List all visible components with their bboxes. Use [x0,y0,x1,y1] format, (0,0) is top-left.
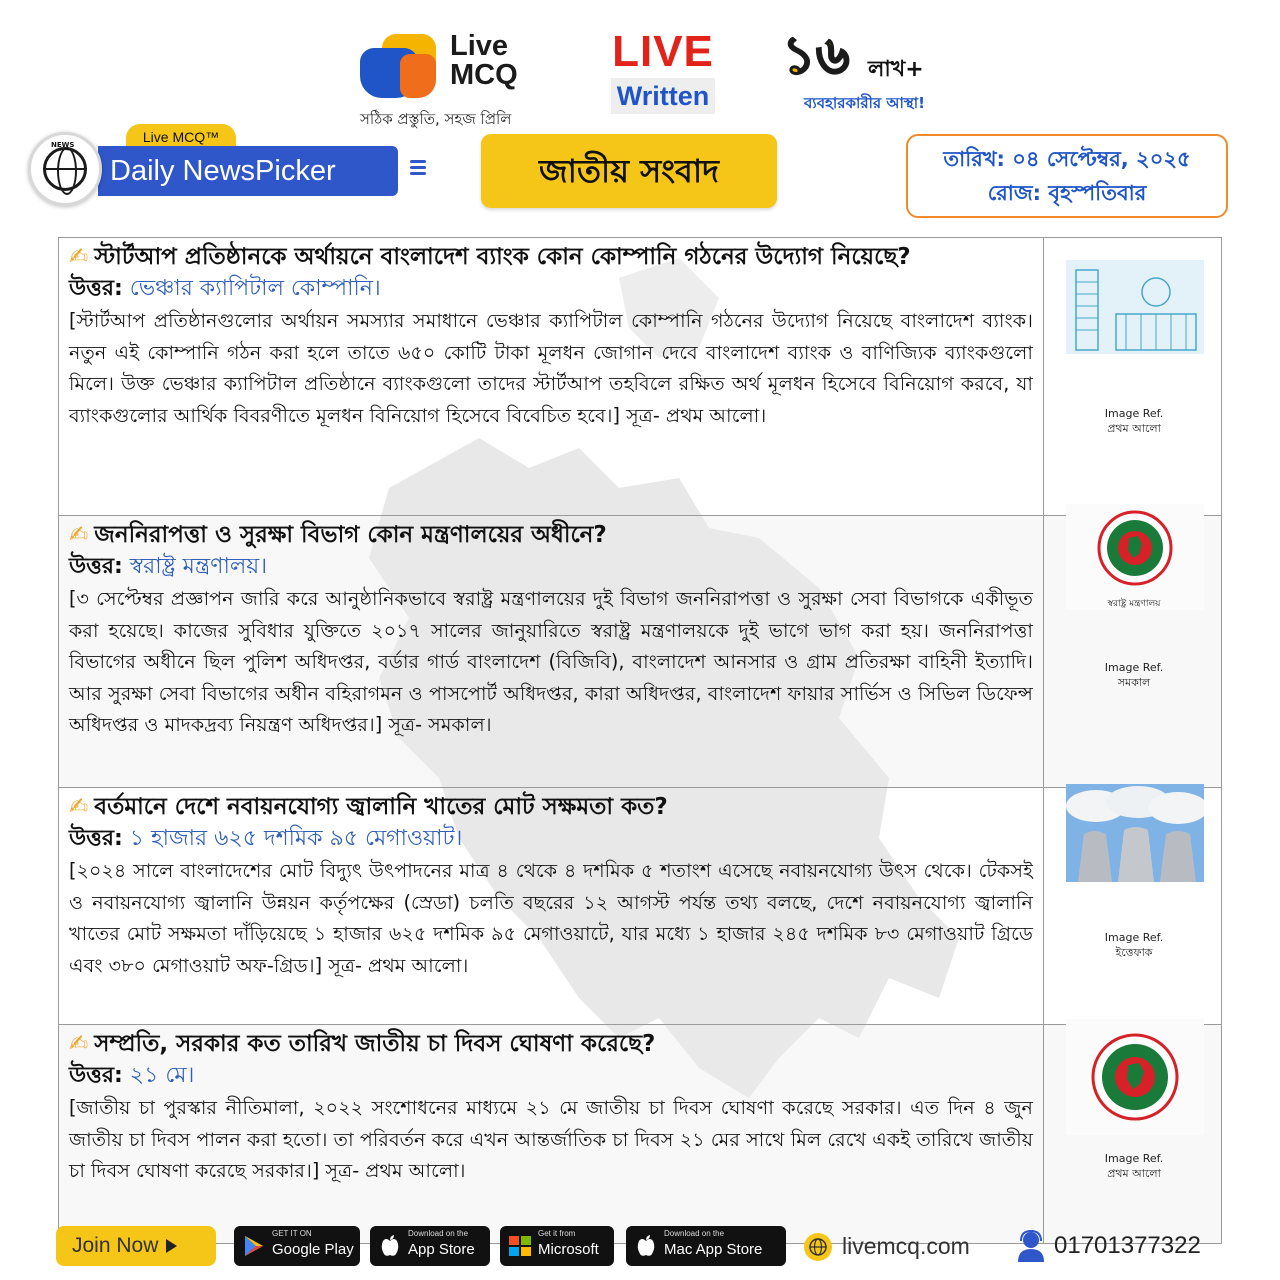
question-text: ✍ বর্তমানে দেশে নবায়নযোগ্য জ্বালানি খাতের মোট সক্ষমতা কত? [69,794,668,820]
image-ref-source: প্রথম আলো [1107,422,1161,435]
question-card-4 [59,1025,1222,1244]
daily-newspicker-logo [28,124,408,220]
livemcq-tagline: সঠিক প্রস্তুতি, সহজ প্রিলি [360,110,512,128]
answer-line: উত্তর: ভেঞ্চার ক্যাপিটাল কোম্পানি। [69,276,381,301]
written-label: Written [611,78,716,114]
livemcq-mark-icon [360,34,438,100]
question-card-1 [59,238,1222,516]
answer-value: স্বরাষ্ট্র মন্ত্রণালয়। [129,554,268,579]
newspicker-lines-icon [410,160,426,182]
newspicker-tab: Live MCQ™ [126,124,236,150]
writing-hand-icon: ✍ [69,244,89,270]
writing-hand-icon: ✍ [69,794,89,820]
image-ref-column [1043,516,1222,787]
writing-hand-icon: ✍ [69,1031,89,1057]
apple-icon [634,1235,658,1257]
question-text: ✍ স্টার্টআপ প্রতিষ্ঠানকে অর্থায়নে বাংলাদেশ ব্যাংক কোন কোম্পানি গঠনের উদ্যোগ নিয়েছে? [69,244,911,270]
app-store-badge[interactable]: Download on the App Store [370,1226,490,1266]
question-text: ✍ সম্প্রতি, সরকার কত তারিখ জাতীয় চা দিবস ঘোষণা করেছে? [69,1031,656,1057]
image-ref-column [1043,1025,1222,1244]
image-ref-label: Image Ref. ইত্তেফাক [1044,930,1222,960]
image-ref-source: প্রথম আলো [1107,1167,1161,1180]
section-title: জাতীয় সংবাদ [481,134,777,208]
explanation-text: [জাতীয় চা পুরস্কার নীতিমালা, ২০২২ সংশোধনের মাধ্যমে ২১ মে জাতীয় চা দিবস ঘোষণা করেছে সরকার। এত দিন ৪ জুন জাতীয় চা দিবস পালন করা হতো। তা পরিবর্তন করে এখন আন্তর্জাতিক চা দিবস ২১ মের সাথে মিল রেখে একই তারিখে জাতীয় চা দিবস ঘোষণা করেছে সরকার।] সূত্র- প্রথম আলো। [69,1096,1033,1182]
users-badge [782,28,982,123]
news-globe-icon: NEWS [28,132,102,206]
users-caption: ব্যবহারকারীর আস্থা! [804,94,926,112]
bangladesh-bank-building-icon [1066,260,1204,354]
phone-contact[interactable]: 01701377322 [1014,1226,1201,1266]
play-arrow-icon [166,1239,177,1253]
cooling-towers-photo [1066,784,1204,882]
mac-app-store-badge[interactable]: Download on the Mac App Store [626,1226,786,1266]
answer-line: উত্তর: ১ হাজার ৬২৫ দশমিক ৯৫ মেগাওয়াট। [69,826,463,851]
users-unit: লাখ+ [868,57,924,82]
answer-value: ১ হাজার ৬২৫ দশমিক ৯৫ মেগাওয়াট। [129,826,463,851]
google-play-icon [242,1235,266,1257]
image-ref-label: Image Ref. প্রথম আলো [1044,1151,1222,1181]
answer-line: উত্তর: ২১ মে। [69,1063,195,1088]
day-line: রোজ: বৃহস্পতিবার [987,181,1147,205]
image-ref-source: সমকাল [1117,676,1151,689]
answer-value: ভেঞ্চার ক্যাপিটাল কোম্পানি। [129,276,381,301]
live-written-logo[interactable] [608,27,718,120]
question-card-3 [59,788,1222,1025]
livemcq-wordmark: Live MCQ [450,30,518,91]
question-card-2 [59,516,1222,788]
join-now-button[interactable]: Join Now [56,1226,216,1266]
image-ref-label: Image Ref. প্রথম আলো [1044,406,1222,436]
explanation-text: [স্টার্টআপ প্রতিষ্ঠানগুলোর অর্থায়ন সমস্যার সমাধানে ভেঞ্চার ক্যাপিটাল কোম্পানি গঠনের উদ্যোগ নিয়েছে বাংলাদেশ ব্যাংক। নতুন এই কোম্পানি গঠন করা হলে তাতে ৬৫০ কোটি টাকা মূলধন জোগান দেবে বাংলাদেশ ব্যাংক ও বাণিজ্যিক ব্যাংকগুলো মিলে। উক্ত ভেঞ্চার ক্যাপিটাল প্রতিষ্ঠানে ব্যাংকগুলো তাদের স্টার্টআপ তহবিলে রক্ষিত অর্থ মূলধন হিসেবে বিনিয়োগ করবে, যা ব্যাংকগুলোর আর্থিক বিবরণীতে মূলধন বিনিয়োগ হিসেবে বিবেচিত হবে।] সূত্র- প্রথম আলো। [69,309,1033,427]
live-label: LIVE [612,27,714,76]
newspicker-title: Daily NewsPicker [98,146,398,196]
answer-value: ২১ মে। [129,1063,195,1088]
google-play-badge[interactable]: GET IT ON Google Play [234,1226,360,1266]
livemcq-logo[interactable] [360,32,560,127]
microsoft-badge[interactable]: Get it from Microsoft [500,1226,614,1266]
support-agent-icon [1016,1230,1046,1262]
image-ref-column [1043,788,1222,1024]
globe-icon [804,1233,832,1261]
users-count: ১৬ [782,26,850,86]
explanation-text: [৩ সেপ্টেম্বর প্রজ্ঞাপন জারি করে আনুষ্ঠানিকভাবে স্বরাষ্ট্র মন্ত্রণালয়ের দুই বিভাগ জননিরাপত্তা ও সুরক্ষা সেবা বিভাগকে একীভূত করা হয়েছে। কাজের সুবিধার যুক্তিতে ২০১৭ সালের জানুয়ারিতে স্বরাষ্ট্র মন্ত্রণালয়কে দুই ভাগে ভাগ করা হয়। জননিরাপত্তা বিভাগের অধীনে ছিল পুলিশ অধিদপ্তর, বর্ডার গার্ড বাংলাদেশ (বিজিবি), বাংলাদেশ আনসার ও গ্রাম প্রতিরক্ষা বাহিনী ইত্যাদি। আর সুরক্ষা সেবা বিভাগের অধীন বহিরাগমন ও পাসপোর্ট অধিদপ্তর, কারা অধিদপ্তর, বাংলাদেশ ফায়ার সার্ভিস ও সিভিল ডিফেন্স অধিদপ্তর ও মাদকদ্রব্য নিয়ন্ত্রণ অধিদপ্তর।] সূত্র- সমকাল। [69,587,1033,736]
image-ref-column [1043,238,1222,515]
government-seal-icon [1066,1019,1204,1135]
questions-panel [58,237,1222,1244]
answer-line: উত্তর: স্বরাষ্ট্র মন্ত্রণালয়। [69,554,268,579]
question-text: ✍ জননিরাপত্তা ও সুরক্ষা বিভাগ কোন মন্ত্রণালয়ের অধীনে? [69,522,607,548]
image-ref-source: ইত্তেফাক [1115,946,1153,959]
government-seal-icon [1066,504,1204,610]
microsoft-icon [508,1235,532,1257]
explanation-text: [২০২৪ সালে বাংলাদেশের মোট বিদ্যুৎ উৎপাদনের মাত্র ৪ থেকে ৪ দশমিক ৫ শতাংশ এসেছে নবায়নযোগ্য উৎস থেকে। টেকসই ও নবায়নযোগ্য জ্বালানি উন্নয়ন কর্তৃপক্ষের (স্রেডা) চলতি বছরের ১২ আগস্ট পর্যন্ত তথ্য বলছে, দেশে নবায়নযোগ্য জ্বালানি খাতের মোট সক্ষমতা দাঁড়িয়েছে ১ হাজার ৬২৫ দশমিক ৯৫ মেগাওয়াটে, যার মধ্যে ১ হাজার ২৪৫ দশমিক ৮৩ মেগাওয়াট গ্রিডে এবং ৩৮০ মেগাওয়াট অফ-গ্রিড।] সূত্র- প্রথম আলো। [69,859,1033,977]
website-link[interactable]: livemcq.com [804,1226,970,1266]
apple-icon [378,1235,402,1257]
image-caption: স্বরাষ্ট্র মন্ত্রণালয় [1107,599,1161,609]
date-line: তারিখ: ০৪ সেপ্টেম্বর, ২০২৫ [943,147,1191,171]
image-ref-label: Image Ref. সমকাল [1044,660,1222,690]
writing-hand-icon: ✍ [69,522,89,548]
footer-bar [0,1222,1280,1272]
date-box [906,134,1228,218]
brand-header [0,20,1280,130]
